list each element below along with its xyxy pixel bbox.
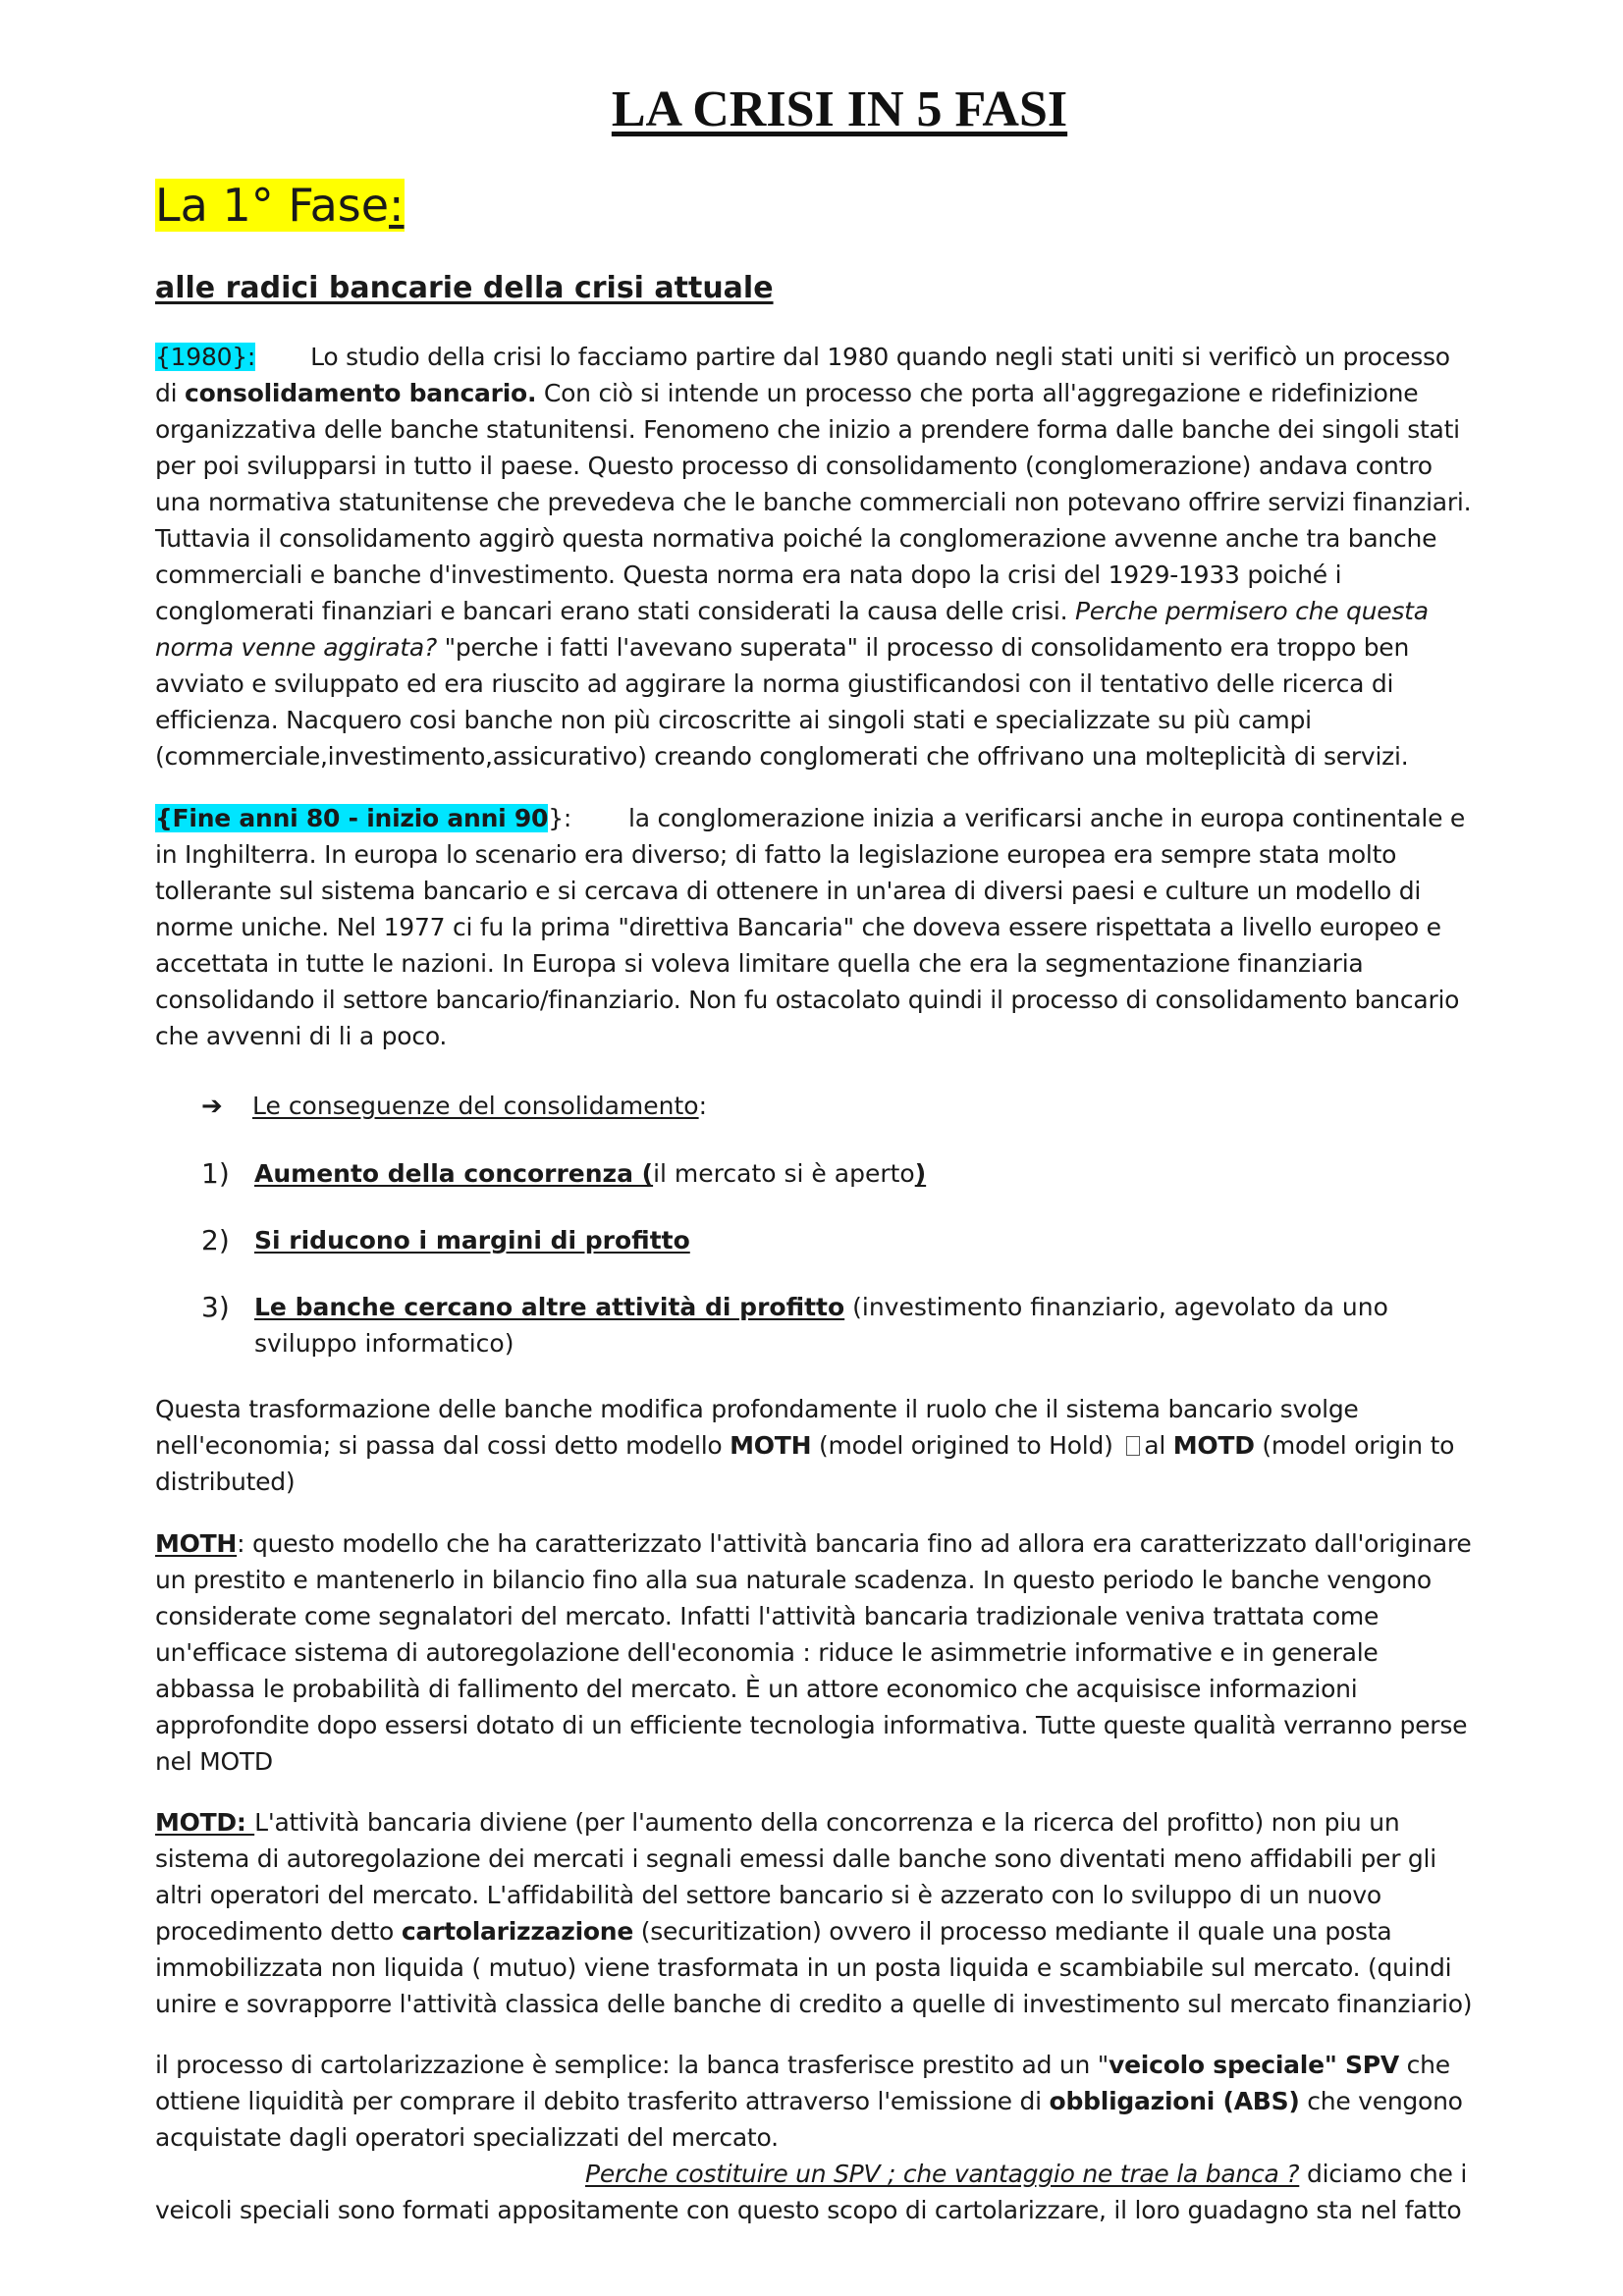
date-tag-late-80s: {Fine anni 80 - inizio anni 90 — [155, 804, 549, 832]
list-text: (investimento finanziario, agevolato da uno sviluppo informatico) — [254, 1293, 1388, 1358]
paragraph-text: che ottiene liquidità per comprare il debito trasferito attraverso l'emissione di — [155, 2051, 1450, 2115]
paragraph-text: Questa trasformazione delle banche modifica profondamente il ruolo che il sistema bancario svolge nell'economia; si passa dal cossi detto modello — [155, 1395, 1359, 1460]
phase-colon: : — [389, 179, 405, 232]
list-number: 2) — [201, 1224, 230, 1256]
list-close: ) — [914, 1159, 927, 1188]
paragraph-text: "perche i fatti l'avevano superata" il processo di consolidamento era troppo ben avviato e sviluppato ed era riuscito ad aggirare la norma giustificandosi con il tentativo delle ricerca di efficienza. Nacquero cosi banche non più circoscritte ai singoli stati e specializzate su più campi (commerciale,investimento,assicurativo) creando conglomerati che offrivano una molteplicità di servizi. — [155, 633, 1410, 771]
phase-label: La 1° Fase — [155, 179, 390, 232]
italic-question: Perche permisero che questa norma venne aggirata? — [155, 597, 1429, 662]
moth-label: MOTH — [155, 1529, 238, 1558]
paragraph-transformation — [155, 1391, 1473, 1500]
paragraph-text: Lo studio della crisi lo facciamo partire dal 1980 quando negli stati uniti si verificò un processo di — [155, 343, 1450, 407]
paragraph-late-80s — [155, 800, 1473, 1054]
paragraph-text: Con ciò si intende un processo che porta all'aggregazione e ridefinizione organizzativa delle banche statunitensi. Fenomeno che inizio a prendere forma dalle banche dei singoli stati per poi svilupparsi in tutto il paese. Questo processo di consolidamento (conglomerazione) andava contro una normativa statunitense che prevedeva che le banche commerciali non potevano offrire servizi finanziari. Tuttavia il consolidamento aggirò questa normativa poiché la conglomerazione avvenne anche tra banche commerciali e banche d'investimento. Questa norma era nata dopo la crisi del 1929-1933 poiché i conglomerati finanziari e bancari erano stati considerati la causa delle crisi. — [155, 379, 1472, 625]
motd-label: MOTD: — [155, 1808, 255, 1837]
bold-term-spv: veicolo speciale" SPV — [1109, 2051, 1399, 2079]
paragraph-text: la conglomerazione inizia a verificarsi anche in europa continentale e in Inghilterra. In europa lo scenario era diverso; di fatto la legislazione europea era sempre stata molto tollerante sul sistema bancario e si cercava di ottenere in un'area di diversi paesi e culture un modello di norme uniche. Nel 1977 ci fu la prima "direttiva Bancaria" che doveva essere rispettata a livello europeo e accettata in tutte le nazioni. In Europa si voleva limitare quella che era la segmentazione finanziaria consolidando il settore bancario/finanziario. Non fu ostacolato quindi il processo di consolidamento bancario che avvenni di li a poco. — [155, 804, 1466, 1050]
list-bold-text: Aumento della concorrenza ( — [254, 1159, 654, 1188]
paragraph-text: diciamo che i veicoli speciali sono formati appositamente con questo scopo di cartolarizzare, il loro guadagno sta nel fatto — [155, 2160, 1468, 2224]
bold-term-moth: MOTH — [730, 1431, 812, 1460]
list-item-3 — [201, 1289, 1478, 1362]
list-item-1 — [201, 1155, 1478, 1192]
bold-term-motd: MOTD — [1172, 1431, 1255, 1460]
list-item-2 — [201, 1222, 1478, 1258]
arrow-right-icon: ➔ — [201, 1092, 223, 1121]
list-number: 3) — [201, 1291, 230, 1323]
paragraph-text: L'attività bancaria diviene (per l'aumento della concorrenza e la ricerca del profitto) non piu un sistema di autoregolazione dei mercati i segnali emessi dalle banche sono diventati meno affidabili per gli altri operatori del mercato. L'affidabilità del settore bancario si è azzerato con lo sviluppo di un nuovo procedimento detto — [155, 1808, 1436, 1946]
section-subtitle: alle radici bancarie della crisi attuale — [155, 271, 774, 305]
paragraph-text: che vengono acquistate dagli operatori specializzati del mercato. — [155, 2087, 1463, 2152]
list-text: il mercato si è aperto — [653, 1159, 915, 1188]
paragraph-motd — [155, 1804, 1473, 2022]
paragraph-text: (model origined to Hold) — [811, 1431, 1121, 1460]
bold-term: consolidamento bancario. — [185, 379, 537, 407]
bold-term-abs: obbligazioni (ABS) — [1049, 2087, 1300, 2115]
consequences-colon: : — [698, 1092, 708, 1120]
list-bold-text: Si riducono i margini di profitto — [254, 1226, 690, 1255]
date-tag-1980: {1980}: — [155, 343, 256, 371]
consequences-heading — [201, 1088, 707, 1125]
missing-glyph-icon — [1126, 1436, 1140, 1456]
paragraph-cartolarizzazione — [155, 2047, 1473, 2156]
phase-heading — [155, 179, 405, 232]
date-tag-end: }: — [548, 804, 572, 832]
paragraph-text: il processo di cartolarizzazione è semplice: la banca trasferisce prestito ad un " — [155, 2051, 1109, 2079]
paragraph-moth — [155, 1525, 1473, 1780]
list-bold-text: Le banche cercano altre attività di profitto — [254, 1293, 845, 1321]
paragraph-text: (securitization) ovvero il processo mediante il quale una posta immobilizzata non liquida ( mutuo) viene trasformata in un posta liquida e scambiabile sul mercato. (quindi unire e sovrapporre l'attività classica delle banche di credito a quelle di investimento sul mercato finanziario) — [155, 1917, 1473, 2018]
paragraph-spv — [155, 2156, 1473, 2228]
document-title: LA CRISI IN 5 FASI — [611, 81, 1068, 137]
paragraph-text: : questo modello che ha caratterizzato l'attività bancaria fino ad allora era caratterizzato dall'originare un prestito e mantenerlo in bilancio fino alla sua naturale scadenza. In questo periodo le banche vengono considerate come segnalatori del mercato. Infatti l'attività bancaria tradizionale veniva trattata come un'efficace sistema di autoregolazione dell'economia : riduce le asimmetrie informative e in generale abbassa le probabilità di fallimento del mercato. È un attore economico che acquisisce informazioni approfondite dopo essersi dotato di un efficiente tecnologia informativa. Tutte queste qualità verranno perse nel MOTD — [155, 1529, 1472, 1776]
bold-term: cartolarizzazione — [401, 1917, 634, 1946]
consequences-label: Le conseguenze del consolidamento — [252, 1092, 699, 1120]
paragraph-text: al — [1144, 1431, 1173, 1460]
paragraph-text: (model origin to distributed) — [155, 1431, 1455, 1496]
italic-question: Perche costituire un SPV ; che vantaggio ne trae la banca ? — [585, 2160, 1300, 2188]
list-number: 1) — [201, 1157, 230, 1190]
paragraph-1980 — [155, 339, 1473, 774]
